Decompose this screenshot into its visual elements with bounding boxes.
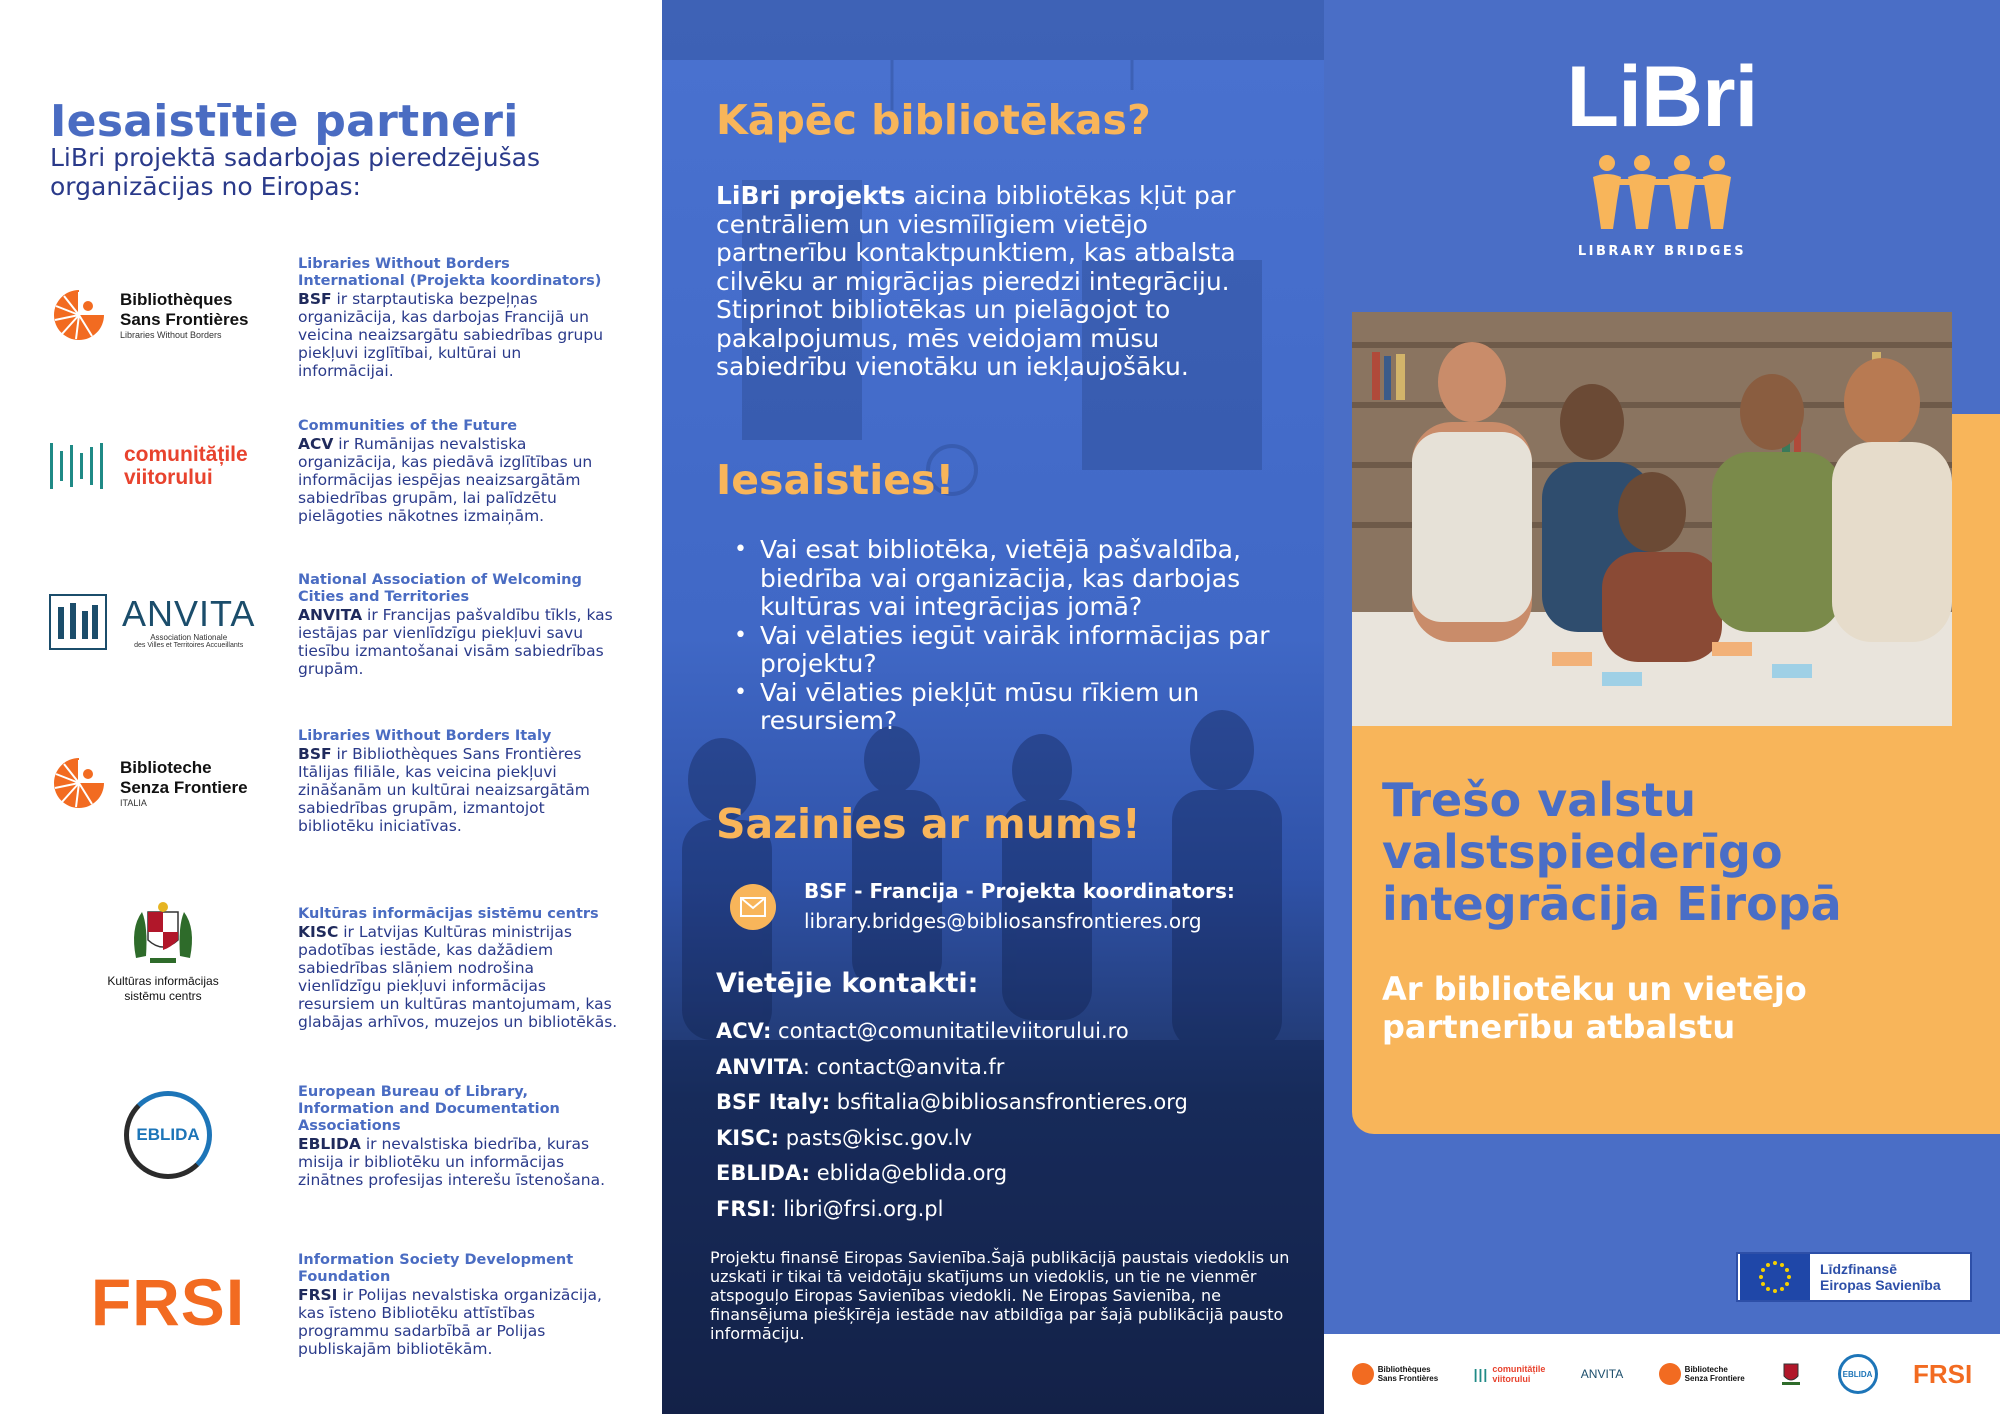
partners-intro: LiBri projektā sadarbojas pieredzējušas organizācijas no Eiropas: [50,143,541,201]
partner-desc: ir Bibliothèques Sans Frontières Itālijas filiāle, kas veicina piekļuvi zināšanām un kultūrai neaizsargātām sabiedrības grupām, izmantojot bibliotēku iniciatīvas. [298,745,590,835]
partner-abbr: ANVITA [298,606,363,624]
footer-partner-logos [1324,1334,2000,1414]
anvita-mark-icon [48,593,108,651]
get-involved-heading: Iesaisties! [716,456,955,504]
footer-text: Sans Frontières [1377,1374,1439,1383]
partner-desc: ir starptautiska bezpeļņas organizācija, kas darbojas Francijā un veicina neaizsargātu sabiedrības grupu piekļuvi izglītībai, kultūrai un informācijai. [298,290,604,380]
partner-abbr: KISC [298,923,339,941]
cover-panel [1324,0,2000,1414]
contact-row [716,1052,1188,1088]
partner-desc: ir Francijas pašvaldību tīkls, kas iestājas par vienlīdzīgu piekļuvi savu tiesību izmantošanai visām sabiedrības grupām. [298,606,613,678]
contact-label: KISC: [716,1125,780,1150]
partner-bsf-text [298,256,618,380]
contact-row [716,1194,1188,1230]
contact-row [716,1087,1188,1123]
acv-logo-line1: comunitățile [124,443,248,466]
coordinator-contact [804,876,1235,936]
why-libraries-heading: Kāpēc bibliotēkas? [716,96,1151,144]
contact-row [716,1016,1188,1052]
eblida-logo [48,1090,288,1180]
footer-text: viitorului [1492,1374,1531,1384]
contact-label: EBLIDA: [716,1161,811,1185]
footer-acv-logo [1474,1364,1546,1384]
local-contacts-list [716,1016,1188,1229]
coordinator-label: BSF - Francija - Projekta koordinators: [804,879,1235,903]
eu-cofunded-badge [1736,1252,1972,1302]
bsf-logo-line2: Sans Frontières [120,310,249,329]
contact-email-link[interactable]: contact@comunitatileviitorului.ro [771,1019,1129,1043]
bsf-small-icon [1352,1363,1374,1385]
footer-kisc-logo [1780,1360,1802,1388]
frsi-logo [48,1262,288,1342]
partners-title: Iesaistītie partneri [50,96,519,147]
partner-acv-text [298,418,618,525]
partner-eblida-text [298,1084,618,1189]
footer-text: comunitățile [1492,1364,1546,1374]
bsf-italy-logo [48,748,288,818]
team-photo-image [1352,312,1952,726]
footer-text: Bibliothèques [1377,1365,1431,1374]
bsf-italy-small-icon [1659,1363,1681,1385]
eu-line2: Eiropas Savienība [1820,1277,1941,1293]
bsf-italy-logo-line2: Senza Frontiere [120,778,248,797]
library-bridges-tagline: LIBRARY BRIDGES [1577,244,1747,259]
list-item: • Vai vēlaties iegūt vairāk informācijas par projektu? [732,622,1292,679]
anvita-logo-line2: Association Nationale [150,633,228,642]
contact-email-link[interactable]: : libri@frsi.org.pl [769,1196,944,1221]
partner-anvita-text [298,572,618,678]
contact-label: BSF Italy: [716,1090,831,1114]
eu-line1: Līdzfinansē [1820,1261,1898,1277]
brochure-subtitle: Ar bibliotēku un vietējo partnerību atbalstu [1382,970,1807,1046]
coordinator-email-link[interactable]: library.bridges@bibliosansfrontieres.org [804,909,1202,933]
eu-disclaimer: Projektu finansē Eiropas Savienība.Šajā publikācijā paustais viedoklis un uzskati ir tikai tā veidotāju skatījums un viedoklis, un tie ne vienmēr atspoguļo Eiropas Savienības viedokli. Ne Eiropas Savienība, ne finansējuma piešķīrēja iestāde nav atbildīga par šajā publikācijā pausto informāciju. [710,1248,1290,1343]
footer-anvita-logo: ANVITA [1580,1367,1624,1381]
bsf-logo-line3: Libraries Without Borders [120,330,222,340]
contact-us-heading: Sazinies ar mums! [716,800,1141,848]
contact-label: ACV: [716,1019,772,1043]
anvita-logo [48,588,288,656]
bsf-italy-sun-icon [48,752,110,814]
partner-bsf-italy-text [298,728,618,835]
brochure-title: Trešo valstu valstspiederīgo integrācija Eiropā [1382,773,1842,931]
contact-row [716,1123,1188,1159]
eblida-small-icon: EBLIDA [1838,1354,1878,1394]
acv-small-icon: ||| [1473,1366,1489,1382]
why-body: aicina bibliotēkas kļūt par centrāliem un viesmīlīgiem vietējo partnerību kontaktpunktiem, kas atbalsta cilvēku ar migrācijas pieredzi integrāciju. Stiprinot bibliotēkas un pielāgojot to pakalpojumus, mēs veidojam mūsu sabiedrību vienotāku un iekļaujošāku. [716,181,1236,381]
acv-logo-line2: viitorului [124,466,213,489]
bsf-italy-logo-line3: ITALIA [120,798,147,808]
bsf-logo [48,280,288,350]
partner-name: Communities of the Future [298,418,518,434]
kisc-logo-line1: Kultūras informācijas [107,974,219,988]
list-item: • Vai esat bibliotēka, vietējā pašvaldība, biedrība vai organizācija, kas darbojas kultūras vai integrācijas jomā? [732,536,1292,622]
libri-logo [1324,48,2000,231]
list-item: • Vai vēlaties piekļūt mūsu rīkiem un resursiem? [732,679,1292,736]
anvita-logo-line3: des Villes et Territoires Accueillants [134,642,244,649]
partner-abbr: FRSI [298,1286,338,1304]
libri-logo-word: LiBri [1566,49,1758,145]
info-panel [662,0,1324,1414]
eu-flag-icon [1740,1254,1810,1300]
footer-eblida-logo [1838,1354,1878,1394]
partner-desc: ir Polijas nevalstiska organizācija, kas īsteno Bibliotēku attīstības programmu sadarbībā ar Polijas publiskajām bibliotēkām. [298,1286,602,1358]
kisc-logo-line2: sistēmu centrs [124,989,202,1003]
contact-email-link[interactable]: : contact@anvita.fr [802,1054,1005,1079]
why-bold: LiBri projekts [716,181,906,210]
bsf-sun-icon [48,284,110,346]
bsf-italy-logo-line1: Biblioteche [120,758,212,777]
partner-abbr: EBLIDA [298,1135,361,1153]
footer-text: Biblioteche [1684,1365,1728,1374]
kisc-small-icon [1780,1360,1802,1388]
partners-panel [0,0,662,1414]
get-involved-list [732,536,1292,736]
partner-desc: ir Latvijas Kultūras ministrijas padotības iestāde, kas dažādiem sabiedrības slāņiem nodrošina vienlīdzīgu piekļuvi informācijas resursiem un kultūras mantojumam, kas glabājas arhīvos, muzejos un bibliotēkās. [298,923,618,1031]
anvita-logo-line1: ANVITA [122,593,256,634]
footer-bsf-logo [1352,1363,1438,1385]
partner-name: Libraries Without Borders International (Projekta koordinators) [298,256,602,289]
partner-name: European Bureau of Library, Information and Documentation Associations [298,1084,560,1134]
contact-email-link[interactable]: eblida@eblida.org [810,1161,1008,1185]
partner-desc: ir nevalstiska biedrība, kuras misija ir bibliotēku un informācijas zinātnes profesijas interešu īstenošana. [298,1135,606,1189]
partner-frsi-text [298,1252,618,1358]
partner-desc: ir Rumānijas nevalstiska organizācija, kas piedāvā izglītības un informācijas iespējas neaizsargātām sabiedrības grupām, lai palīdzētu pielāgoties nākotnes izmaiņām. [298,435,593,525]
eblida-logo-text: EBLIDA [136,1125,200,1144]
why-libraries-text [716,182,1286,382]
footer-frsi-logo: FRSI [1912,1358,1973,1389]
frsi-logo-text: FRSI [90,1265,246,1339]
partner-name: Kultūras informācijas sistēmu centrs [298,906,599,922]
partner-abbr: ACV [298,435,334,453]
local-contacts-heading: Vietējie kontakti: [716,968,979,999]
people-figures-icon [1587,151,1737,231]
partner-abbr: BSF [298,290,332,308]
kisc-logo [48,896,278,1006]
contact-label: FRSI [716,1196,770,1221]
partner-name: Libraries Without Borders Italy [298,728,552,744]
contact-label: ANVITA [716,1054,803,1079]
partner-abbr: BSF [298,745,332,763]
eblida-ring-icon [124,1091,212,1179]
footer-bsf-italy-logo [1659,1363,1745,1385]
envelope-icon [730,884,776,930]
partner-name: Information Society Development Foundation [298,1252,574,1285]
partner-name: National Association of Welcoming Cities and Territories [298,572,582,605]
partner-kisc-text [298,906,618,1031]
contact-email-link[interactable]: pasts@kisc.gov.lv [779,1125,973,1150]
contact-email-link[interactable]: bsfitalia@bibliosansfrontieres.org [830,1090,1188,1114]
acv-bars-icon [48,441,108,491]
latvia-coat-of-arms-icon [128,898,198,970]
footer-text: Senza Frontiere [1684,1374,1745,1383]
bsf-logo-line1: Bibliothèques [120,290,233,309]
contact-row [716,1158,1188,1194]
acv-logo [48,438,288,494]
